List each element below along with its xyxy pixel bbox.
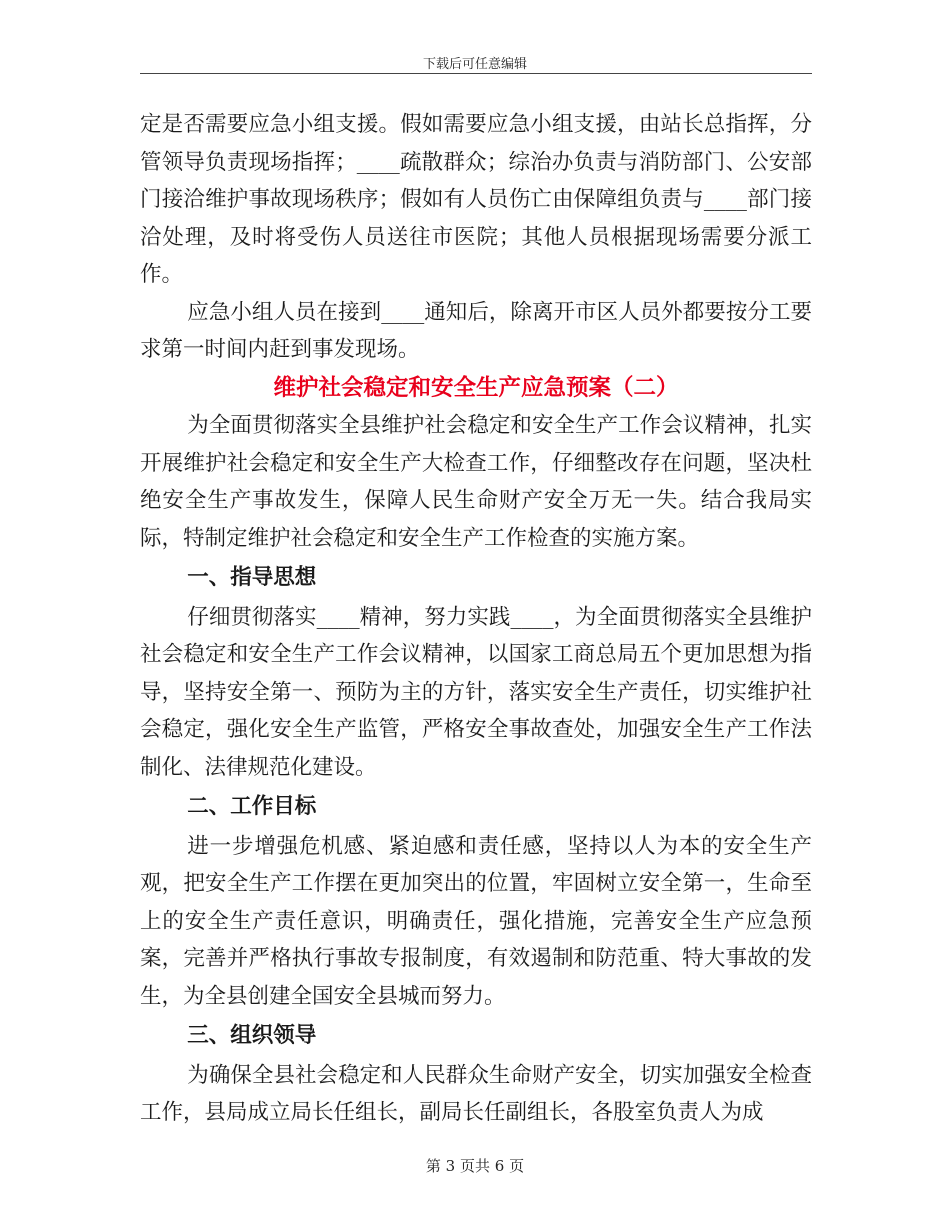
paragraph-work-goals: 进一步增强危机感、紧迫感和责任感，坚持以人为本的安全生产观，把安全生产工作摆在更加突出的位置，牢固树立安全第一，生命至上的安全生产责任意识，明确责任，强化措施，完善安全生产应急预案，完善并严格执行事故专报制度，有效遏制和防范重、特大事故的发生，为全县创建全国安全县城而努力。	[140, 833, 812, 1009]
heading-work-goals: 二、工作目标	[187, 794, 317, 819]
document-body	[140, 106, 812, 1132]
paragraph-organization: 为确保全县社会稳定和人民群众生命财产安全，切实加强安全检查工作，县局成立局长任组长，副局长任副组长，各股室负责人为成	[140, 1062, 812, 1125]
section-title: 维护社会稳定和安全生产应急预案（二）	[273, 374, 679, 401]
page-number: 第 3 页共 6 页	[425, 1157, 525, 1175]
paragraph-emergency-team: 应急小组人员在接到____通知后，除离开市区人员外都要按分工要求第一时间内赶到事发现场。	[140, 299, 812, 362]
paragraph-continued: 定是否需要应急小组支援。假如需要应急小组支援，由站长总指挥，分管领导负责现场指挥；____疏散群众；综治办负责与消防部门、公安部门接洽维护事故现场秩序；假如有人员伤亡由保障组负责与____部门接洽处理，及时将受伤人员送往市医院；其他人员根据现场需要分派工作。	[140, 112, 812, 287]
heading-guiding-thought: 一、指导思想	[187, 565, 317, 590]
paragraph-guiding-thought: 仔细贯彻落实____精神，努力实践____，为全面贯彻落实全县维护社会稳定和安全生产工作会议精神，以国家工商总局五个更加思想为指导，坚持安全第一、预防为主的方针，落实安全生产责任，切实维护社会稳定，强化安全生产监管，严格安全事故查处，加强安全生产工作法制化、法律规范化建设。	[140, 604, 812, 780]
paragraph-intro: 为全面贯彻落实全县维护社会稳定和安全生产工作会议精神，扎实开展维护社会稳定和安全生产大检查工作，仔细整改存在问题，坚决杜绝安全生产事故发生，保障人民生命财产安全万无一失。结合我局实际，特制定维护社会稳定和安全生产工作检查的实施方案。	[140, 413, 812, 551]
heading-organization: 三、组织领导	[187, 1023, 317, 1048]
header-divider	[140, 73, 812, 74]
page-header: 下载后可任意编辑	[422, 57, 527, 72]
